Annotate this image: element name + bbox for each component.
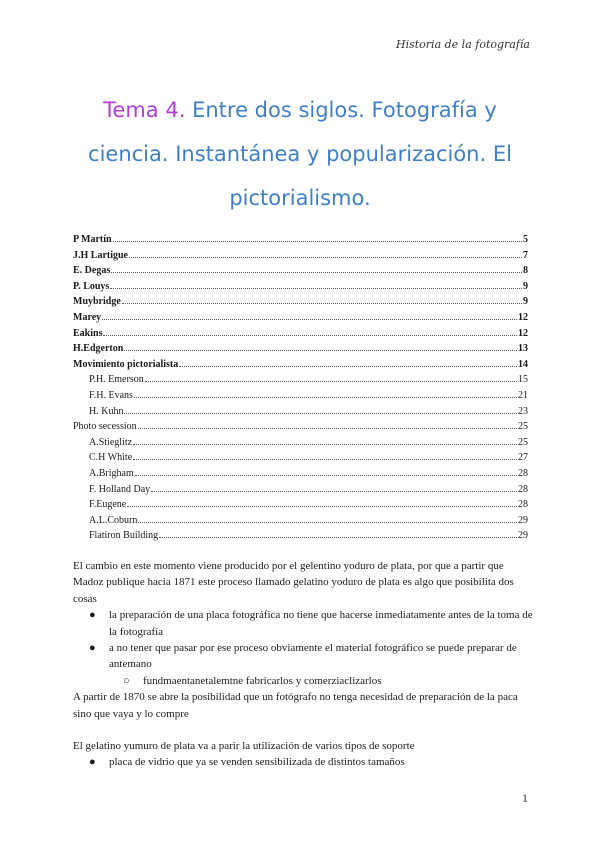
toc-entry[interactable] [73, 405, 528, 421]
toc-entry-label: Photo secession [73, 421, 137, 433]
toc-dot-leader [151, 483, 517, 492]
toc-dot-leader [145, 373, 517, 382]
toc-entry-label: P Martín [73, 234, 112, 245]
toc-entry[interactable] [73, 498, 528, 514]
toc-entry[interactable] [73, 311, 528, 327]
toc-entry-page: 14 [518, 358, 528, 370]
page-title [80, 88, 520, 220]
toc-dot-leader [135, 467, 517, 476]
toc-dot-leader [103, 327, 517, 336]
bullet-icon: ● [89, 609, 96, 622]
list-item-text: placa de vidrio que ya se venden sensibilizada de distintos tamaños [109, 756, 405, 769]
toc-entry-label: P.H. Emerson [89, 374, 144, 386]
toc-dot-leader [159, 529, 517, 538]
toc-entry[interactable] [73, 529, 528, 545]
toc-dot-leader [138, 514, 517, 523]
toc-entry-page: 28 [518, 483, 528, 495]
toc-entry[interactable] [73, 264, 528, 280]
toc-dot-leader [122, 295, 522, 304]
toc-entry-page: 23 [518, 405, 528, 417]
toc-entry[interactable] [73, 280, 528, 296]
toc-entry-page: 12 [518, 327, 528, 339]
toc-entry[interactable] [73, 249, 528, 265]
toc-dot-leader [102, 311, 517, 320]
toc-entry-page: 29 [518, 514, 528, 526]
toc-entry[interactable] [73, 436, 528, 452]
toc-entry-page: 28 [518, 499, 528, 511]
paragraph: El gelatino yumuro de plata va a parir la utilización de varios tipos de soporte [73, 740, 415, 753]
toc-entry[interactable] [73, 233, 528, 249]
toc-entry-label: C.H White [89, 452, 133, 464]
toc-entry[interactable] [73, 342, 528, 358]
toc-entry-page: 9 [523, 296, 528, 308]
sub-list-item-text: fundmaentanetalemtne fabricarlos y comerziaclizarlos [143, 674, 382, 687]
toc-entry-page: 25 [518, 421, 528, 433]
sub-list-item [123, 673, 533, 689]
toc-entry-page: 7 [523, 249, 528, 261]
toc-dot-leader [113, 233, 522, 242]
toc-entry-label: E. Degas [73, 265, 111, 277]
toc-entry[interactable] [73, 373, 528, 389]
toc-entry-page: 8 [523, 265, 528, 277]
body-text [73, 558, 533, 771]
bullet-icon: ● [89, 756, 96, 769]
title-line-2: ciencia. Instantánea y popularización. El [88, 142, 512, 167]
toc-entry-label: F. Holland Day [89, 483, 151, 495]
toc-entry-page: 25 [518, 436, 528, 448]
toc-entry-label: Muybridge [73, 296, 121, 308]
toc-entry-page: 13 [518, 343, 528, 355]
toc-entry[interactable] [73, 483, 528, 499]
toc-dot-leader [179, 358, 517, 367]
list-item-text: la preparación de una placa fotográfica no tiene que hacerse inmediatamente antes de la toma de la fotografía [109, 609, 533, 638]
toc-entry-page: 12 [518, 311, 528, 323]
title-tema: Tema 4. [103, 98, 186, 123]
toc-entry[interactable] [73, 389, 528, 405]
title-line-3: pictorialismo. [229, 186, 371, 211]
toc-entry-label: P. Louys [73, 280, 110, 292]
toc-entry-label: F.H. Evans [89, 389, 133, 401]
toc-entry-page: 28 [518, 467, 528, 479]
toc-dot-leader [133, 451, 517, 460]
page-number: 1 [522, 791, 528, 805]
toc-dot-leader [110, 280, 522, 289]
title-line-1: Entre dos siglos. Fotografía y [192, 98, 497, 123]
toc-dot-leader [111, 264, 522, 273]
toc-dot-leader [133, 436, 517, 445]
running-header: Historia de la fotografía [396, 38, 530, 51]
toc-entry-label: J.H Lartigue [73, 249, 128, 261]
toc-dot-leader [129, 249, 522, 258]
toc-entry[interactable] [73, 420, 528, 436]
toc-entry-label: F.Eugene [89, 499, 127, 511]
table-of-contents [73, 233, 528, 545]
toc-entry-page: 21 [518, 389, 528, 401]
list-item [89, 754, 533, 770]
toc-entry-page: 29 [518, 530, 528, 542]
toc-entry[interactable] [73, 514, 528, 530]
toc-entry-label: Eakins [73, 327, 103, 339]
hollow-bullet-icon: ○ [123, 674, 130, 687]
toc-entry[interactable] [73, 295, 528, 311]
toc-entry[interactable] [73, 327, 528, 343]
toc-dot-leader [127, 498, 517, 507]
toc-entry-label: Marey [73, 311, 102, 323]
toc-entry-label: A.L.Coburn [89, 514, 138, 526]
toc-entry-page: 15 [518, 374, 528, 386]
bullet-list [73, 607, 533, 689]
toc-dot-leader [138, 420, 517, 429]
toc-entry-label: A.Brigham [89, 467, 134, 479]
list-item [89, 640, 533, 689]
toc-entry-label: Movimiento pictorialista [73, 358, 179, 370]
toc-entry-page: 9 [523, 280, 528, 292]
toc-dot-leader [124, 342, 517, 351]
toc-entry-page: 5 [523, 234, 528, 245]
toc-entry-label: H.Edgerton [73, 343, 124, 355]
toc-entry-label: A.Stieglitz [89, 436, 133, 448]
sub-bullet-list [109, 673, 533, 689]
toc-entry[interactable] [73, 467, 528, 483]
bullet-icon: ● [89, 642, 96, 655]
paragraph: El cambio en este momento viene producido por el gelentino yoduro de plata, por que a partir que Madoz publique hacia 1871 este proceso llamado gelatino yoduro de plata es algo que posibilita dos cosas [73, 560, 514, 605]
paragraph: A partir de 1870 se abre la posibilidad que un fotógrafo no tenga necesidad de preparación de la paca sino que vaya y lo compre [73, 691, 518, 720]
bullet-list [73, 754, 533, 770]
toc-dot-leader [124, 405, 517, 414]
toc-entry-label: H. Kuhn [89, 405, 124, 417]
toc-entry[interactable] [73, 451, 528, 467]
list-item [89, 607, 533, 640]
toc-entry-label: Flatiron Building [89, 530, 159, 542]
list-item-text: a no tener que pasar por ese proceso obviamente el material fotográfico se puede preparar de antemano [109, 642, 517, 671]
toc-entry[interactable] [73, 358, 528, 374]
toc-dot-leader [134, 389, 517, 398]
toc-entry-page: 27 [518, 452, 528, 464]
